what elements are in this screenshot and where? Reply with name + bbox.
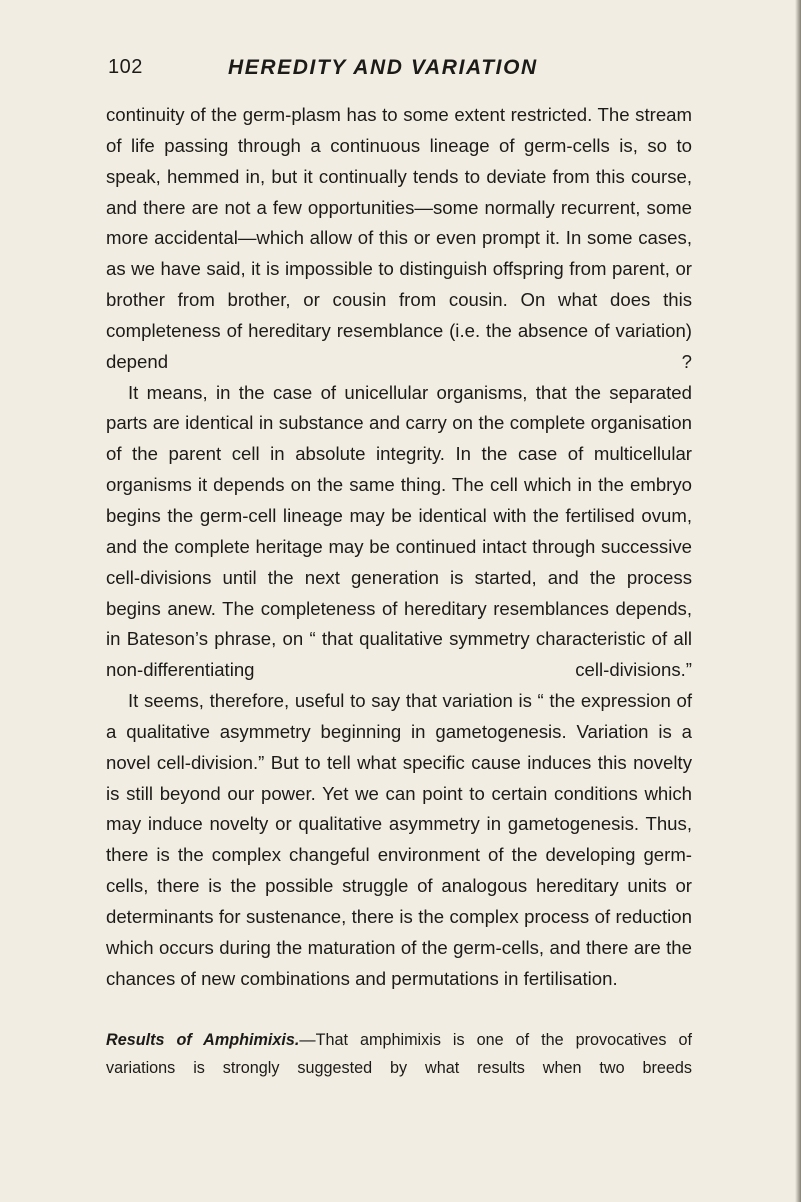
running-head (108, 56, 698, 88)
section-amphimixis (106, 1026, 692, 1082)
paragraph-unicellular: It means, in the case of unicellular organisms, that the separated parts are identical in substance and carry on the complete organisation of the parent cell in absolute integrity. In the case of multicellular organisms it depends on the same thing. The cell which in the embryo begins the germ-cell lineage may be identical with the fertilised ovum, and the complete heritage may be continued intact through successive cell-divisions until the next generation is started, and the process begins anew. The completeness of hereditary resemblances depends, in Bateson’s phrase, on “ that qualitative symmetry characteristic of all non-differentiating cell-divisions.” (106, 381, 692, 681)
paragraph-continuity: continuity of the germ-plasm has to some extent restricted. The stream of life passing through a continuous lineage of germ-cells is, so to speak, hemmed in, but it continually tends to deviate from this course, and there are not a few opportunities—some normally recurrent, some more accidental—which allow of this or even prompt it. In some cases, as we have said, it is impossible to distinguish offspring from parent, or brother from brother, or cousin from cousin. On what does this completeness of hereditary resemblance (i.e. the absence of variation) depend ? (106, 104, 692, 372)
section-heading: Results of Amphimixis. (106, 1031, 300, 1049)
paragraph-variation: It seems, therefore, useful to say that variation is “ the expression of a qualitative asymmetry beginning in gametogenesis. Variation is a novel cell-division.” But to tell what specific cause induces this novelty is still beyond our power. Yet we can point to certain conditions which may induce novelty or qualitative asymmetry in gametogenesis. Thus, there is the complex changeful environment of the developing germ-cells, there is the possible struggle of analogous hereditary units or determinants for sustenance, there is the complex process of reduction which occurs during the maturation of the germ-cells, and there are the chances of new combinations and permutations in fertilisation. (106, 690, 692, 989)
body-text (106, 100, 692, 994)
page-number: 102 (108, 56, 143, 78)
page-edge-shadow (795, 0, 801, 1202)
running-title: HEREDITY AND VARIATION (228, 56, 538, 79)
section-text: —That amphimixis is one of the provocatives of variations is strongly suggested by what results when two breeds (106, 1031, 692, 1077)
